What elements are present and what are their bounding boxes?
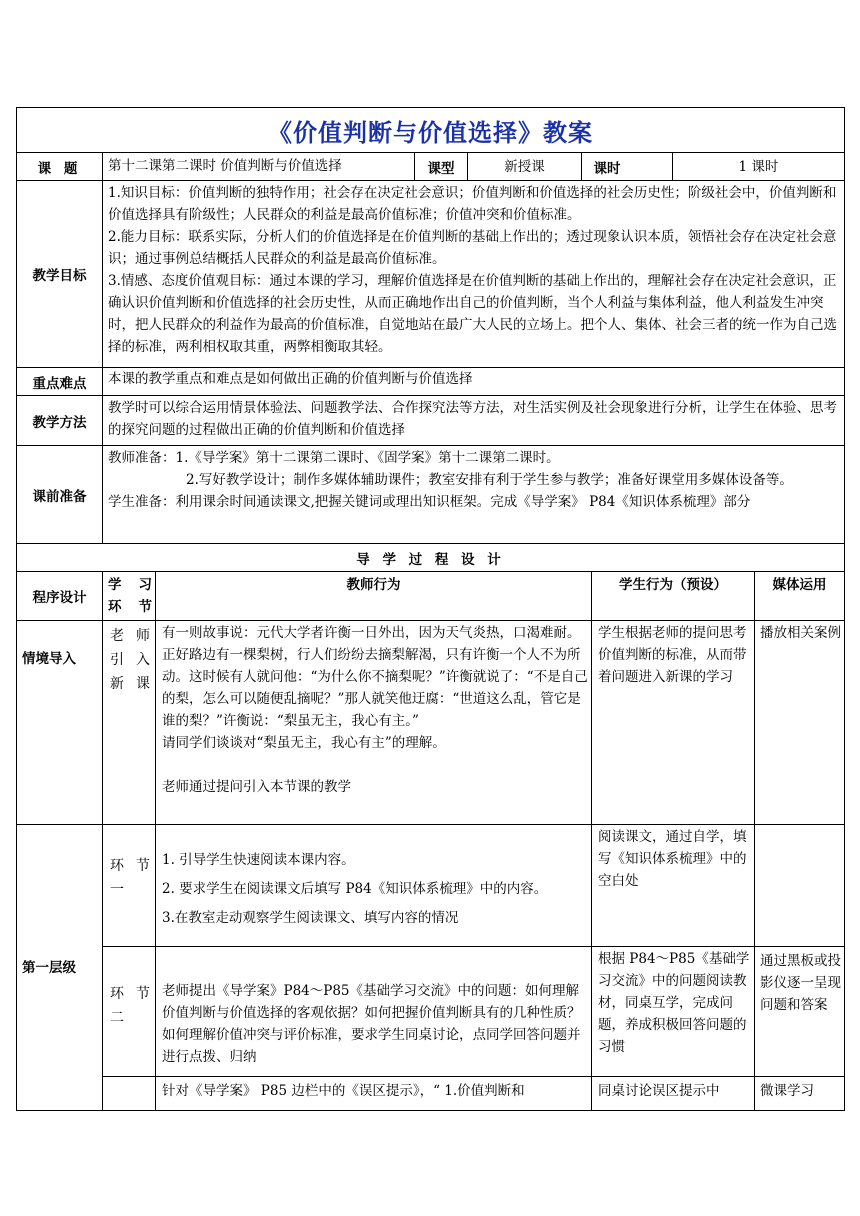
- preparation-content: [108, 447, 840, 543]
- row-divider: [16, 395, 845, 396]
- step-1: 1. 引导学生快速阅读本课内容。: [162, 852, 355, 868]
- row-media: 通过黑板或投影仪逐一呈现问题和答案: [760, 953, 841, 1013]
- col-divider: [102, 152, 103, 544]
- row-divider: [16, 180, 845, 181]
- goals-content: [108, 182, 840, 367]
- teacher-question: 请同学们谈谈对“梨虽无主，我心有主”的理解。: [162, 735, 446, 751]
- key-points-label: 重点难点: [32, 375, 87, 392]
- row-program: 情境导入: [22, 651, 76, 667]
- row-media: 微课学习: [760, 1083, 814, 1099]
- col-divider: [102, 571, 103, 1111]
- col-header-student: 学生行为（预设）: [619, 577, 727, 593]
- row-program: 第一层级: [22, 960, 76, 976]
- row-media: 播放相关案例: [760, 625, 841, 641]
- row-stage: 环 节一: [110, 858, 150, 898]
- col-header-teacher: 教师行为: [346, 577, 401, 593]
- col-header-media: 媒体运用: [772, 577, 827, 593]
- col-header-stage: 学 习环节: [108, 577, 152, 615]
- blank-line: [162, 754, 588, 776]
- col-divider: [754, 571, 755, 1111]
- step-2: 2. 要求学生在阅读课文后填写 P84《知识体系梳理》中的内容。: [162, 881, 548, 897]
- goal-ability: 2.能力目标：联系实际，分析人们的价值选择是在价值判断的基础上作出的；透过现象认识本质，领悟社会存在决定社会意识；通过事例总结概括人民群众的利益是最高价值标准。: [108, 229, 837, 267]
- col-header-program: 程序设计: [32, 590, 87, 606]
- period-label: 课时: [593, 160, 621, 177]
- table-border-bottom: [16, 1110, 845, 1111]
- row-stage: 环 节二: [110, 986, 150, 1026]
- teacher-prep-2: 2.写好教学设计；制作多媒体辅助课件；教室安排有利于学生参与教学；准备好课堂用多媒体设备等。: [186, 472, 793, 488]
- row-divider: [16, 824, 845, 825]
- process-title: 导 学 过 程 设 计: [356, 551, 505, 568]
- row-student: 同桌讨论误区提示中: [598, 1083, 720, 1099]
- row-student: 学生根据老师的提问思考价值判断的标准，从而带着问题进入新课的学习: [598, 625, 747, 685]
- row-stage: 老 师引 入新课: [110, 628, 150, 692]
- row-divider: [102, 946, 845, 947]
- row-divider: [102, 1076, 845, 1077]
- col-divider: [591, 571, 592, 1111]
- course-label: 课 题: [37, 160, 82, 177]
- course-value: 第十二课第二课时 价值判断与价值选择: [108, 158, 342, 174]
- row-divider: [16, 571, 845, 572]
- teacher-intro: 老师通过提问引入本节课的教学: [162, 779, 351, 795]
- goal-knowledge: 1.知识目标：价值判断的独特作用；社会存在决定社会意识；价值判断和价值选择的社会历史性；阶级社会中，价值判断和价值选择具有阶级性；人民群众的利益是最高价值标准；价值冲突和价值标准。: [108, 185, 837, 223]
- teacher-prep-1: 教师准备：1.《导学案》第十二课第二课时、《固学案》第十二课第二课时。: [108, 450, 560, 466]
- student-prep: 学生准备：利用课余时间通读课文,把握关键词或理出知识框架。完成《导学案》 P84《知识体系梳理》部分: [108, 494, 751, 510]
- period-value: 1 课时: [738, 158, 779, 175]
- row-student: 阅读课文，通过自学，填写《知识体系梳理》中的空白处: [598, 829, 747, 889]
- type-value: 新授课: [504, 158, 545, 175]
- col-divider: [155, 571, 156, 1111]
- goal-emotion: 3.情感、态度价值观目标：通过本课的学习，理解价值选择是在价值判断的基础上作出的，理解社会存在决定社会意识，正确认识价值判断和价值选择的社会历史性，从而正确地作出自己的价值判断，当个人利益与集体利益，他人利益发生冲突时，把人民群众的利益作为最高的价值标准，自觉地站在最广大人民的立场上。把个人、集体、社会三者的统一作为自己选择的标准，两利相权取其重，两弊相衡取其轻。: [108, 273, 837, 355]
- preparation-label: 课前准备: [32, 488, 87, 505]
- row-teacher: [162, 622, 588, 822]
- page-title: 《价值判断与价值选择》教案: [268, 118, 593, 147]
- teacher-story: 有一则故事说：元代大学者许衡一日外出，因为天气炎热，口渴难耐。正好路边有一棵梨树，行人们纷纷去摘梨解渴，只有许衡一个人不为所动。这时候有人就问他：“为什么你不摘梨呢？”许衡就说了：“不是自己的梨，怎么可以随便乱摘呢？”那人就笑他迂腐：“世道这么乱，管它是谁的梨？”许衡说：“梨虽无主，我心有主。”: [162, 625, 588, 729]
- row-teacher: 老师提出《导学案》P84～P85《基础学习交流》中的问题：如何理解价值判断与价值选择的客观依据？如何把握价值判断具有的几种性质？如何理解价值冲突与评价标准，要求学生同桌讨论，点同学回答问题并进行点拨、归纳: [162, 983, 581, 1065]
- goals-label: 教学目标: [32, 268, 87, 284]
- step-3: 3.在教室走动观察学生阅读课文、填写内容的情况: [162, 910, 459, 926]
- table-border-right: [844, 107, 845, 1111]
- methods-label: 教学方法: [32, 414, 87, 431]
- methods-text: 教学时可以综合运用情景体验法、问题教学法、合作探究法等方法，对生活实例及社会现象进行分析，让学生在体验、思考的探究问题的过程做出正确的价值判断和价值选择: [108, 400, 837, 438]
- row-teacher: 针对《导学案》 P85 边栏中的《误区提示》，“ 1.价值判断和: [162, 1083, 525, 1099]
- row-teacher: [162, 846, 588, 942]
- key-points-text: 本课的教学重点和难点是如何做出正确的价值判断与价值选择: [108, 371, 473, 387]
- row-divider: [16, 620, 845, 621]
- type-label: 课型: [427, 160, 455, 177]
- row-student: 根据 P84～P85《基础学习交流》中的问题阅读教材，同桌互学，完成问题，养成积极回答问题的习惯: [598, 951, 750, 1055]
- row-divider: [16, 445, 845, 446]
